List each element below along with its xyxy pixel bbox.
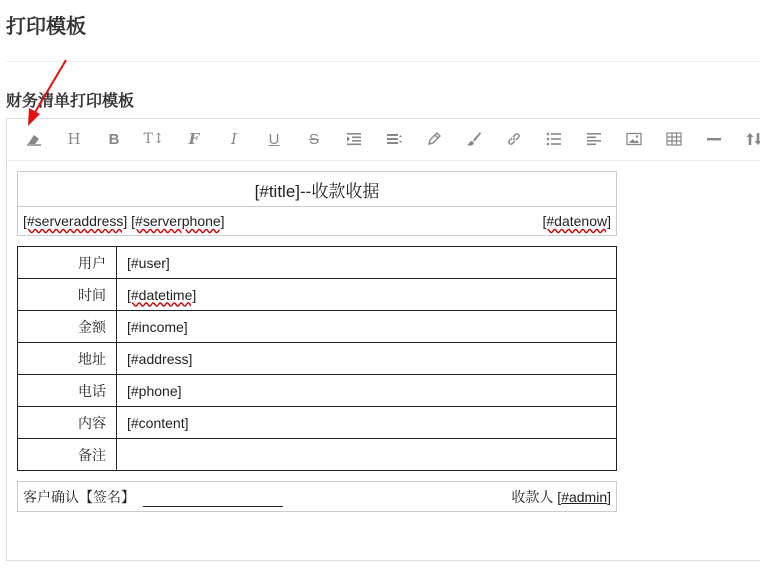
table-row — [18, 279, 617, 311]
server-info-row — [18, 207, 617, 236]
pencil-icon[interactable] — [421, 128, 447, 150]
italic-icon[interactable]: I — [231, 130, 237, 148]
details-table — [17, 246, 617, 471]
annotation-arrow — [20, 58, 72, 130]
editor-content[interactable] — [17, 171, 617, 512]
footer-row — [18, 482, 617, 512]
table-row — [18, 247, 617, 279]
row-value — [117, 439, 617, 471]
server-phone: [#serverphone] — [131, 213, 225, 229]
row-value: [#address] — [117, 343, 617, 375]
doc-title: [#title]--收款收据 — [18, 172, 617, 207]
signature-line — [143, 492, 283, 507]
bold-icon[interactable]: B — [108, 130, 120, 148]
admin-placeholder: #admin — [561, 488, 608, 505]
row-label: 地址 — [18, 343, 117, 375]
link-icon[interactable] — [501, 128, 527, 150]
table-icon[interactable] — [661, 128, 687, 150]
payee: 收款人 [#admin] — [511, 488, 611, 505]
section-title: 财务清单打印模板 — [6, 93, 135, 110]
server-address: [#serveraddress] — [23, 213, 128, 229]
table-row — [18, 311, 617, 343]
row-label: 时间 — [18, 279, 117, 311]
row-value: [#phone] — [117, 375, 617, 407]
customer-confirm-label: 客户确认【签名】 — [23, 488, 135, 505]
table-row — [18, 375, 617, 407]
sort-icon[interactable] — [741, 128, 760, 150]
underline-icon[interactable]: U — [268, 130, 280, 148]
heading-icon[interactable]: H — [67, 130, 81, 148]
strikethrough-icon[interactable]: S — [308, 130, 319, 148]
payee-label: 收款人 — [511, 488, 554, 505]
indent-icon[interactable] — [341, 128, 367, 150]
image-icon[interactable] — [621, 128, 647, 150]
row-label: 用户 — [18, 247, 117, 279]
footer-table — [17, 481, 617, 512]
horizontal-rule-icon[interactable] — [701, 128, 727, 150]
text-align-left-icon[interactable] — [581, 128, 607, 150]
row-label: 电话 — [18, 375, 117, 407]
date-now: [#datenow] — [542, 213, 611, 229]
font-size-icon[interactable]: T↕ — [143, 131, 165, 147]
row-label: 金额 — [18, 311, 117, 343]
header-table — [17, 171, 617, 236]
list-icon[interactable] — [541, 128, 567, 150]
divider — [6, 61, 760, 62]
brush-icon[interactable] — [461, 128, 487, 150]
editor-toolbar — [7, 119, 760, 161]
eraser-icon[interactable] — [21, 128, 47, 150]
font-family-icon[interactable]: F — [188, 130, 200, 148]
row-label: 备注 — [18, 439, 117, 471]
table-row — [18, 343, 617, 375]
page-title: 打印模板 — [6, 16, 86, 38]
table-row — [18, 407, 617, 439]
table-row — [18, 439, 617, 471]
row-value: [#datetime] — [117, 279, 617, 311]
align-icon[interactable] — [381, 128, 407, 150]
row-value: [#content] — [117, 407, 617, 439]
row-value: [#user] — [117, 247, 617, 279]
rich-text-editor[interactable] — [6, 118, 760, 561]
row-label: 内容 — [18, 407, 117, 439]
row-value: [#income] — [117, 311, 617, 343]
